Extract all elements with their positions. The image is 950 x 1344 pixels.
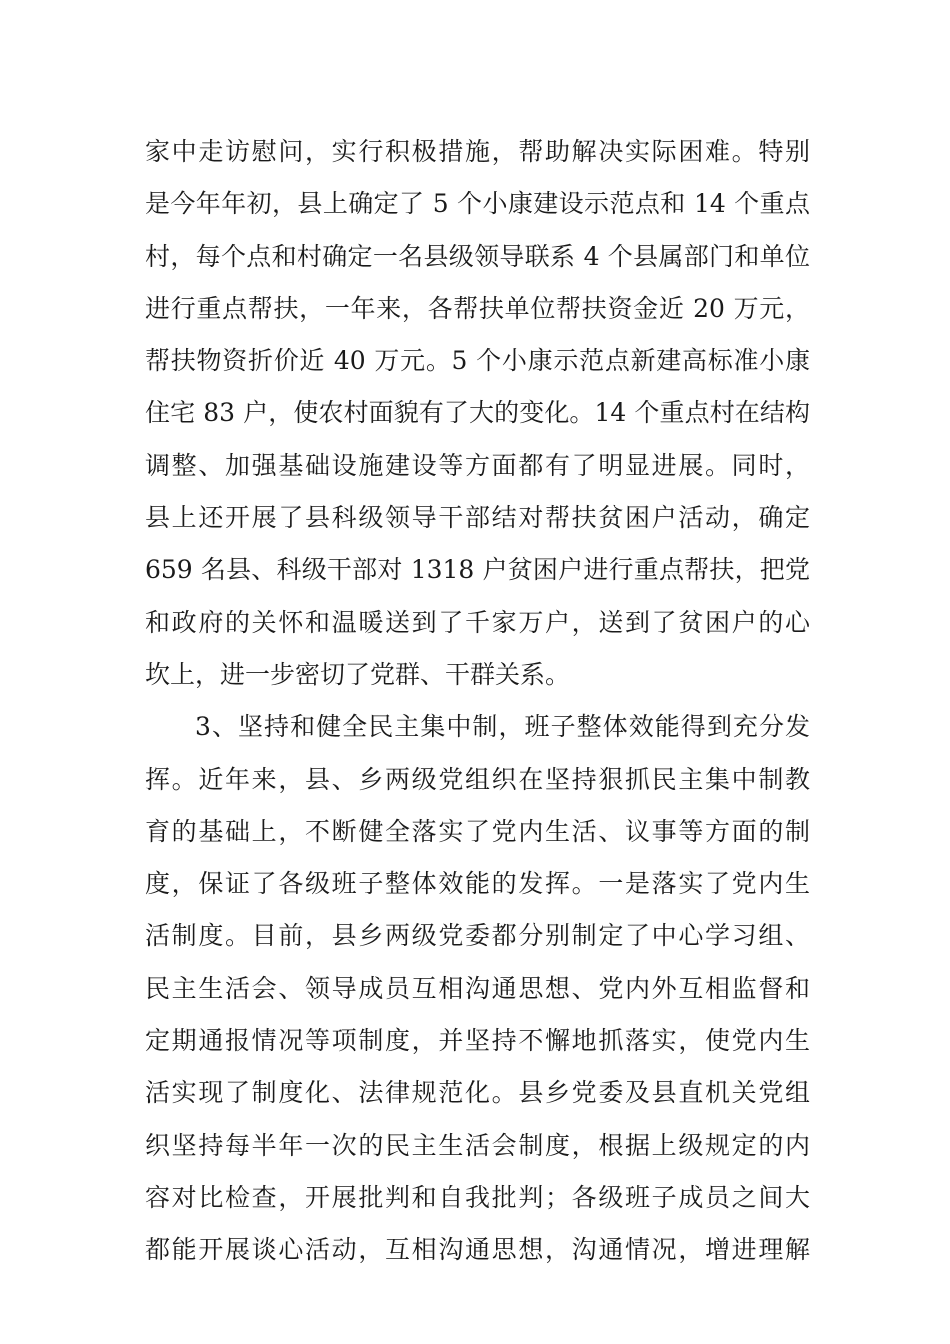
- text-line: 住宅 83 户，使农村面貌有了大的变化。14 个重点村在结构: [145, 398, 810, 428]
- text-line: 育的基础上，不断健全落实了党内生活、议事等方面的制: [145, 816, 810, 846]
- text-line: 帮扶物资折价近 40 万元。5 个小康示范点新建高标准小康: [145, 346, 810, 376]
- text-line: 活制度。目前，县乡两级党委都分别制定了中心学习组、: [145, 921, 810, 951]
- text-line: 民主生活会、领导成员互相沟通思想、党内外互相监督和: [145, 973, 810, 1003]
- text-line: 挥。近年来，县、乡两级党组织在坚持狠抓民主集中制教: [145, 764, 810, 794]
- text-line: 村，每个点和村确定一名县级领导联系 4 个县属部门和单位: [145, 241, 810, 271]
- text-line: 定期通报情况等项制度，并坚持不懈地抓落实，使党内生: [145, 1026, 810, 1056]
- text-line: 659 名县、科级干部对 1318 户贫困户进行重点帮扶，把党: [145, 555, 810, 585]
- paragraph-start-line: 3、坚持和健全民主集中制，班子整体效能得到充分发: [195, 712, 810, 742]
- text-line: 织坚持每半年一次的民主生活会制度，根据上级规定的内: [145, 1130, 810, 1160]
- text-line: 是今年年初，县上确定了 5 个小康建设示范点和 14 个重点: [145, 189, 810, 219]
- text-line: 容对比检查，开展批判和自我批判；各级班子成员之间大: [145, 1182, 810, 1212]
- text-line: 进行重点帮扶，一年来，各帮扶单位帮扶资金近 20 万元，: [145, 293, 810, 323]
- text-line: 家中走访慰问，实行积极措施，帮助解决实际困难。特别: [145, 137, 810, 166]
- text-line: 都能开展谈心活动，互相沟通思想，沟通情况，增进理解: [145, 1235, 810, 1265]
- text-line: 调整、加强基础设施建设等方面都有了明显进展。同时，: [145, 450, 810, 480]
- text-line: 度，保证了各级班子整体效能的发挥。一是落实了党内生: [145, 869, 810, 899]
- body-text: [145, 128, 810, 1279]
- text-line: 活实现了制度化、法律规范化。县乡党委及县直机关党组: [145, 1078, 810, 1108]
- text-line: 县上还开展了县科级领导干部结对帮扶贫困户活动，确定: [145, 503, 810, 533]
- paragraph-end-line: 坎上，进一步密切了党群、干群关系。: [145, 659, 571, 689]
- text-line: 和政府的关怀和温暖送到了千家万户，送到了贫困户的心: [145, 607, 810, 637]
